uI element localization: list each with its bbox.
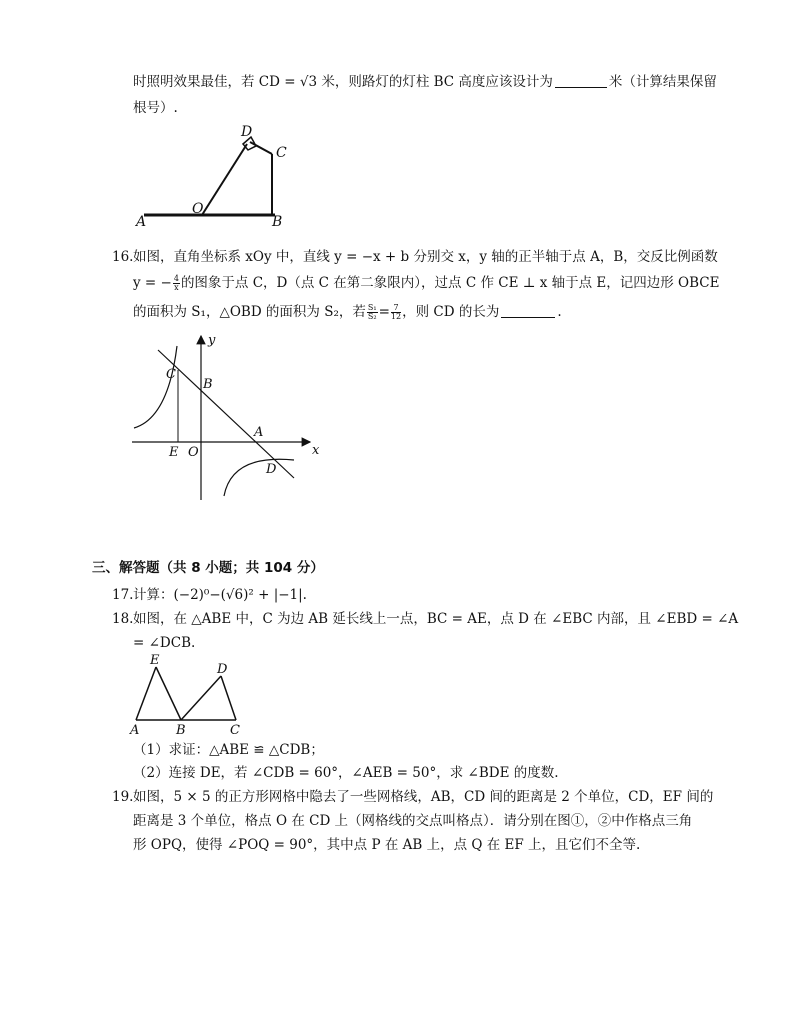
q18-part-2: （2）连接 DE，若 ∠CDB = 60°，∠AEB = 50°，求 ∠BDE 的度数.	[133, 765, 559, 781]
label-a: A	[130, 723, 140, 738]
q16-line-3-text-b: ，则 CD 的长为	[402, 304, 500, 320]
q15-text-tail: 米（计算结果保留	[608, 74, 717, 90]
q18-part-1: （1）求证：△ABE ≌ △CDB；	[133, 742, 324, 758]
figure-18	[128, 652, 248, 738]
q17-number: 17.	[112, 587, 134, 603]
q19-line-3: 形 OPQ，使得 ∠POQ = 90°，其中点 P 在 AB 上，点 Q 在 EF 上，且它们不全等.	[133, 837, 641, 853]
label-d: D	[266, 462, 277, 477]
q15-line-2: 根号）.	[133, 100, 178, 116]
q15-line-1	[133, 72, 717, 92]
q18-number: 18.	[112, 611, 134, 627]
q17-text: 计算：(−2)⁰−(√6)² + |−1|.	[133, 587, 307, 603]
q16-line-3-text: 的面积为 S₁，△OBD 的面积为 S₂，若	[133, 304, 366, 320]
figure-15	[130, 120, 300, 230]
label-o: O	[188, 445, 199, 460]
segment-bd	[181, 676, 221, 720]
q16-equals: =	[378, 304, 390, 320]
fraction-7-12: $\frac{7}{12}$	[390, 303, 402, 321]
figure-16	[128, 330, 328, 506]
q16-line-2	[133, 273, 719, 293]
answer-blank	[501, 303, 555, 318]
label-d: D	[217, 662, 228, 677]
q19-number: 19.	[112, 789, 134, 805]
segment-eb	[156, 667, 181, 720]
q15-text: 时照明效果最佳，若 CD = √3 米，则路灯的灯柱 BC 高度应该设计为	[133, 74, 553, 90]
label-a: A	[254, 425, 264, 440]
section-3-title: 三、解答题（共 8 小题；共 104 分）	[92, 560, 324, 576]
answer-blank	[555, 73, 607, 88]
label-b: B	[203, 377, 213, 392]
label-b: B	[176, 723, 186, 738]
segment-dc	[221, 676, 236, 720]
fraction-s1-s2: $\frac{\text{S₁}}{\text{S₂}}$	[367, 303, 377, 321]
q18-line-2: = ∠DCB.	[133, 635, 196, 651]
label-e: E	[150, 653, 160, 668]
label-c: C	[230, 723, 240, 738]
q16-func-prefix: y = −	[133, 275, 172, 291]
beam-od	[202, 144, 247, 215]
q19-line-1: 如图，5 × 5 的正方形网格中隐去了一些网格线，AB，CD 间的距离是 2 个单位，CD，EF 间的	[133, 789, 714, 805]
fraction-4-over-x: $\frac{4}{x}$	[173, 274, 179, 292]
q16-number: 16.	[112, 249, 134, 265]
label-c: C	[276, 145, 287, 161]
label-a: A	[136, 214, 147, 230]
label-b: B	[272, 214, 283, 230]
hyperbola-q2	[134, 346, 177, 428]
label-o: O	[192, 201, 204, 217]
label-c: C	[166, 367, 176, 382]
hyperbola-q4	[224, 459, 294, 496]
q18-line-1: 如图，在 △ABE 中，C 为边 AB 延长线上一点，BC = AE，点 D 在 ∠EBC 内部，且 ∠EBD = ∠A	[133, 611, 739, 627]
label-e: E	[169, 445, 179, 460]
q16-line-1: 如图，直角坐标系 xOy 中，直线 y = −x + b 分别交 x，y 轴的正半轴于点 A，B，交反比例函数	[133, 249, 718, 265]
segment-ae	[136, 667, 156, 720]
label-y: y	[208, 333, 216, 348]
q16-line-2-text: 的图象于点 C，D（点 C 在第二象限内），过点 C 作 CE ⊥ x 轴于点 E，记四边形 OBCE	[180, 275, 720, 291]
q19-line-2: 距离是 3 个单位，格点 O 在 CD 上（网格线的交点叫格点）．请分别在图①，②中作格点三角	[133, 813, 693, 829]
label-d: D	[241, 124, 253, 140]
q16-line-3: 的面积为 S₁，△OBD 的面积为 S₂，若 $\frac{\text{S₁}}{\text{S₂}}$ = $\frac{7}{12}$ ，则 CD 的长为 .	[133, 303, 562, 321]
label-x: x	[312, 443, 320, 458]
